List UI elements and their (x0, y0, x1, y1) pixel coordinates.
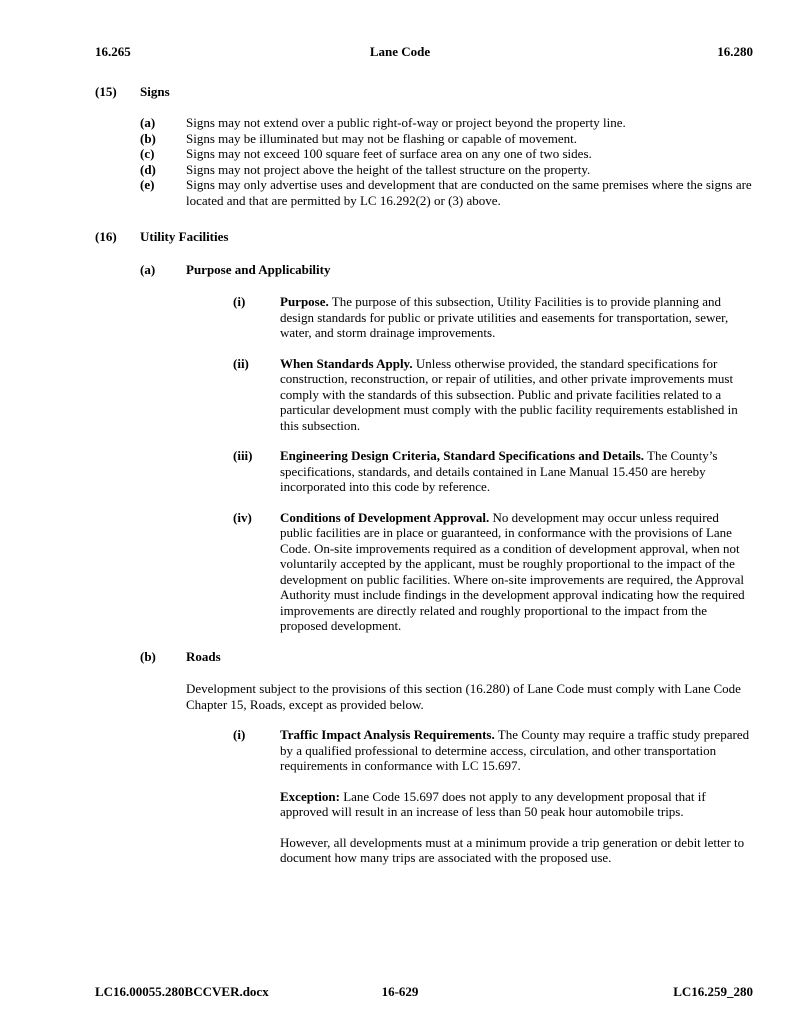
clause-text (280, 448, 753, 495)
subsection-title: Purpose and Applicability (186, 261, 331, 277)
item-text: Signs may not project above the height of the tallest structure on the property. (186, 161, 591, 177)
clause-lead: Purpose. (280, 294, 329, 309)
item-letter: (b) (140, 130, 156, 146)
clause-iv (233, 510, 753, 634)
clause-i (233, 294, 753, 341)
section-title: Utility Facilities (140, 229, 229, 244)
clause (233, 448, 753, 495)
header-section-number-right: 16.280 (717, 44, 753, 59)
header-section-number-left: 16.265 (95, 44, 131, 59)
section-title: Signs (140, 83, 170, 99)
footer-code-reference: LC16.259_280 (673, 983, 753, 999)
header-title: Lane Code (369, 44, 431, 59)
clause-numeral: (i) (233, 294, 246, 309)
section-16-heading (95, 229, 753, 245)
clause-text (280, 510, 753, 634)
clause-ii (233, 356, 753, 434)
item-text: Signs may not extend over a public right-of-way or project beyond the property line. (186, 115, 626, 130)
clause-iii (233, 448, 753, 495)
clause (233, 510, 753, 634)
subsection-letter: (b) (140, 648, 156, 664)
section-number: (16) (95, 229, 117, 244)
clause-text (280, 356, 753, 434)
clause-body: The County may require a traffic study prepared by a qualified professional to determine access, circulation, and other transportation requirements in conformance with LC 15.697. (280, 727, 750, 773)
list-item (140, 115, 753, 131)
exception-lead: Exception: (280, 788, 340, 804)
clause-lead: When Standards Apply. (280, 355, 413, 371)
clause-body: No development may occur unless required public facilities are in place or guaranteed, in conformance with the provisions of Lane Code. On-site improvements required as a condition of development approval, when not voluntarily accepted by the applicant, must be roughly proportional to the impact of the development on public facilities. Where on-site improvements are required, the Approval Authority must include findings in the development approval indicating how the required improvements are directly related and roughly proportional to the impact from the proposed development. (280, 509, 745, 633)
subsection-title: Roads (186, 648, 221, 664)
clause-body: The County’s specifications, standards, and details contained in Lane Manual 15.450 are hereby incorporated into this code by reference. (280, 448, 718, 494)
clause-lead: Engineering Design Criteria, Standard Specifications and Details. (280, 448, 645, 463)
subsection-heading (140, 262, 753, 278)
clause (233, 356, 753, 434)
list-item (140, 177, 753, 208)
clause-lead: Conditions of Development Approval. (280, 509, 490, 525)
list-item (140, 131, 753, 147)
clause-body: Unless otherwise provided, the standard specifications for construction, reconstruction, or repair of utilities, and other private improvements must comply with the standards of this subsection. Public and private facilities related to a particular development must comply with the public facility requirements established in this subsection. (280, 355, 738, 433)
clause-numeral: (ii) (233, 355, 249, 371)
however-paragraph: However, all developments must at a minimum provide a trip generation or debit letter to document how many trips are associated with the proposed use. (280, 834, 745, 865)
roads-intro-paragraph: Development subject to the provisions of this section (16.280) of Lane Code must comply with Lane Code Chapter 15, Roads, except as provided below. (186, 681, 741, 712)
section-15-list (140, 115, 753, 208)
footer-document-name: LC16.00055.280BCCVER.docx (95, 983, 269, 999)
clause (233, 294, 753, 341)
item-text: Signs may not exceed 100 square feet of surface area on any one of two sides. (186, 146, 592, 161)
subsection-letter: (a) (140, 261, 156, 277)
subsection-a (140, 262, 753, 278)
clause-body: The purpose of this subsection, Utility Facilities is to provide planning and design standards for public or private utilities and easements for transportation, sewer, water, and storm drainage improvements. (280, 294, 729, 340)
clause-text (280, 727, 753, 774)
item-letter: (c) (140, 146, 155, 161)
section-number: (15) (95, 83, 117, 99)
clause-text (280, 294, 753, 341)
clause-numeral: (i) (233, 727, 246, 742)
item-letter: (a) (140, 115, 156, 130)
item-letter: (e) (140, 177, 155, 192)
clause-lead: Traffic Impact Analysis Requirements. (280, 727, 495, 742)
footer-page-number: 16-629 (381, 983, 419, 999)
clause-numeral: (iii) (233, 448, 253, 463)
clause-traffic (233, 727, 753, 774)
item-letter: (d) (140, 161, 156, 177)
page-footer (0, 984, 800, 1000)
subsection-b (140, 649, 753, 665)
section-15-heading (95, 84, 753, 100)
subsection-heading (140, 649, 753, 665)
list-item (140, 146, 753, 162)
exception-paragraph (280, 789, 753, 820)
clause-numeral: (iv) (233, 509, 252, 525)
list-item (140, 162, 753, 178)
exception-body: Lane Code 15.697 does not apply to any development proposal that if approved will result in an increase of less than 50 peak hour automobile trips. (280, 788, 706, 819)
page-header (0, 44, 800, 60)
clause (233, 727, 753, 774)
item-text: Signs may only advertise uses and development that are conducted on the same premises where the signs are located and that are permitted by LC 16.292(2) or (3) above. (186, 177, 752, 208)
item-text: Signs may be illuminated but may not be flashing or capable of movement. (186, 130, 577, 146)
